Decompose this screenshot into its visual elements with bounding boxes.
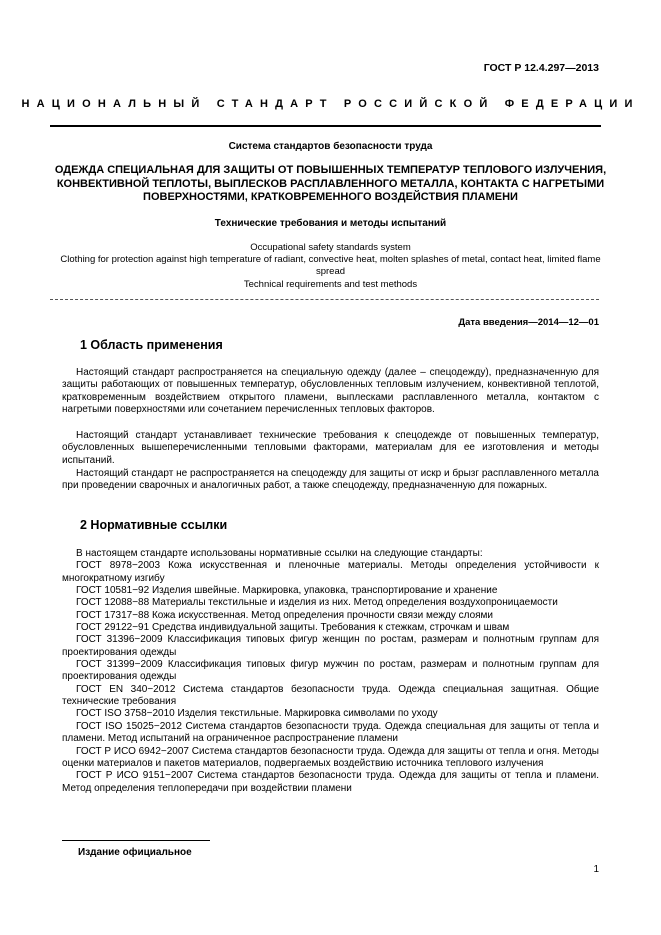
references-intro: В настоящем стандарте использованы нормативные ссылки на следующие стандарты: [76,548,483,559]
scope-paragraph: Настоящий стандарт устанавливает технические требования к спецодежде от повышенных температур, обусловленных вышеперечисленными тепловыми факторами, материалам для ее изготовления и методы испытаний. [62,430,599,466]
reference-item: ГОСТ 12088−88 Материалы текстильные и изделия из них. Метод определения воздухопроницаемости [76,597,558,609]
english-system-title: Occupational safety standards system [250,242,411,253]
national-standard-banner: НАЦИОНАЛЬНЫЙ СТАНДАРТ РОССИЙСКОЙ ФЕДЕРАЦИИ [21,98,640,110]
document-subtitle: Технические требования и методы испытаний [214,218,447,229]
standards-system-title: Система стандартов безопасности труда [228,141,433,152]
scope-paragraph: Настоящий стандарт не распространяется на спецодежду для защиты от искр и брызг расплавленного металла при проведении сварочных и аналогичных работ, а также спецодежду, предназначенную для пожарных. [62,468,599,492]
english-title-block [60,242,601,291]
page-number: 1 [593,864,599,875]
reference-item: ГОСТ 10581−92 Изделия швейные. Маркировка, упаковка, транспортирование и хранение [76,585,498,597]
introduction-date: Дата введения—2014—12—01 [458,317,599,328]
reference-item: ГОСТ 29122−91 Средства индивидуальной защиты. Требования к стежкам, строчкам и швам [76,622,510,634]
english-subtitle: Technical requirements and test methods [243,278,418,290]
footer-divider [62,840,210,841]
reference-item: ГОСТ EN 340−2012 Система стандартов безопасности труда. Одежда специальная защитная. Общие технические требования [62,683,599,708]
title-divider [50,299,599,300]
reference-item: ГОСТ 17317−88 Кожа искусственная. Метод определения прочности связи между слоями [76,609,494,621]
section-heading-references: 2 Нормативные ссылки [80,518,228,532]
reference-item: ГОСТ ISO 3758−2010 Изделия текстильные. Маркировка символами по уходу [76,708,438,720]
official-edition-label: Издание официальное [78,847,192,858]
reference-item: ГОСТ 31396−2009 Классификация типовых фигур женщин по ростам, размерам и полнотным группам для проектирования одежды [62,634,599,658]
reference-item: ГОСТ ISO 15025−2012 Система стандартов безопасности труда. Одежда специальная для защиты от тепла и пламени. Метод испытаний на ограниченное распространение пламени [62,720,599,745]
reference-item: ГОСТ 31399−2009 Классификация типовых фигур мужчин по ростам, размерам и полнотным группам для проектирования одежды [62,659,599,683]
header-divider [50,125,601,127]
english-document-title: Clothing for protection against high temperature of radiant, convective heat, molten splashes of metal, contact heat, limited flame spread [60,254,601,278]
document-title: ОДЕЖДА СПЕЦИАЛЬНАЯ ДЛЯ ЗАЩИТЫ ОТ ПОВЫШЕННЫХ ТЕМПЕРАТУР ТЕПЛОВОГО ИЗЛУЧЕНИЯ, КОНВЕКТИВНОЙ ТЕПЛОТЫ, ВЫПЛЕСКОВ РАСПЛАВЛЕННОГО МЕТАЛЛА, КОНТАКТА С НАГРЕТЫМИ ПОВЕРХНОСТЯМИ, КРАТКОВРЕМЕННОГО ВОЗДЕЙСТВИЯ ПЛАМЕНИ [54,164,607,203]
document-number: ГОСТ Р 12.4.297—2013 [483,62,599,74]
reference-item: ГОСТ Р ИСО 9151−2007 Система стандартов безопасности труда. Одежда для защиты от тепла и пламени. Метод определения теплопередачи при воздействии пламени [62,770,599,794]
reference-item: ГОСТ 8978−2003 Кожа искусственная и пленочные материалы. Методы определения устойчивости к многократному изгибу [62,560,599,584]
references-list [62,548,599,795]
section-heading-scope: 1 Область применения [80,338,223,352]
reference-item: ГОСТ Р ИСО 6942−2007 Система стандартов безопасности труда. Одежда для защиты от тепла и огня. Методы оценки материалов и пакетов материалов, подвергаемых воздействию источника теплового излучения [62,745,599,769]
scope-paragraph: Настоящий стандарт распространяется на специальную одежду (далее – спецодежду), предназначенную для защиты работающих от повышенных температур, обусловленных тепловым излучением, конвективной теплотой, кратковременным воздействием открытого пламени, выплесками расплавленного металла, контактом с нагретыми поверхностями или сочетанием перечисленных тепловых факторов. [62,367,599,415]
